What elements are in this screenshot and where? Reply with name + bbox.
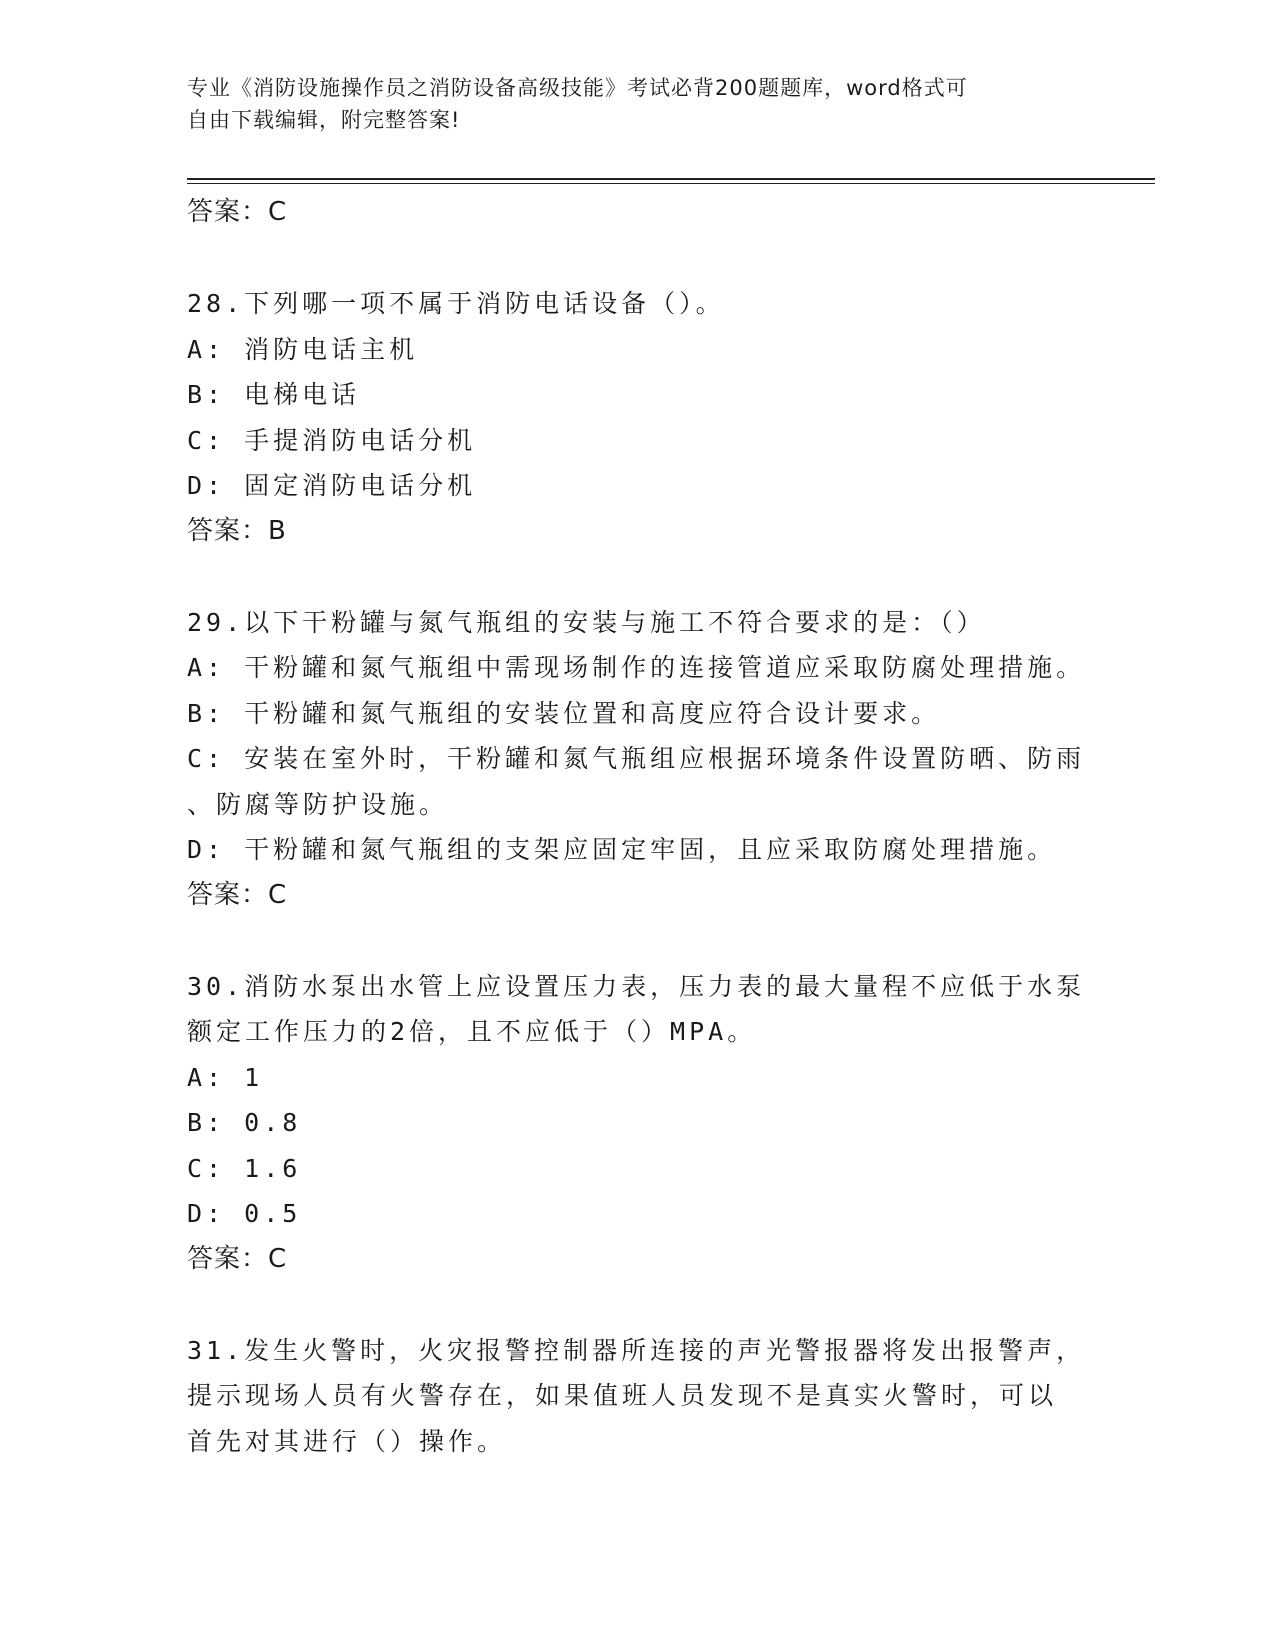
document-body xyxy=(187,190,1087,1464)
option-c-line-1: C: 安装在室外时，干粉罐和氮气瓶组应根据环境条件设置防晒、防雨 xyxy=(187,744,1086,773)
previous-answer: 答案：C xyxy=(187,197,288,227)
option-b: B: 0.8 xyxy=(187,1108,302,1137)
header-divider-thick xyxy=(187,178,1155,180)
option-b: B: 干粉罐和氮气瓶组的安装位置和高度应符合设计要求。 xyxy=(187,698,941,728)
page-header xyxy=(187,72,1067,136)
answer: 答案：B xyxy=(187,515,287,546)
option-d: D: 干粉罐和氮气瓶组的支架应固定牢固，且应采取防腐处理措施。 xyxy=(187,835,1057,864)
option-a: A: 干粉罐和氮气瓶组中需现场制作的连接管道应采取防腐处理措施。 xyxy=(187,653,1086,682)
question-28 xyxy=(187,281,1087,554)
question-text: 28.下列哪一项不属于消防电话设备（）。 xyxy=(187,289,725,318)
question-29 xyxy=(187,600,1087,918)
question-text-line-2: 提示现场人员有火警存在，如果值班人员发现不是真实火警时，可以 xyxy=(187,1381,1058,1410)
option-b: B: 电梯电话 xyxy=(187,380,361,409)
spacer xyxy=(187,1282,1087,1328)
option-d: D: 固定消防电话分机 xyxy=(187,471,477,500)
question-text: 29.以下干粉罐与氮气瓶组的安装与施工不符合要求的是：（） xyxy=(187,607,986,637)
option-c: C: 1.6 xyxy=(187,1153,302,1183)
option-a: A: 1 xyxy=(187,1062,264,1092)
header-line-2: 自由下载编辑，附完整答案! xyxy=(187,108,461,132)
option-a: A: 消防电话主机 xyxy=(187,334,419,364)
header-line-1: 专业《消防设施操作员之消防设备高级技能》考试必背200题题库，word格式可 xyxy=(187,76,968,100)
answer: 答案：C xyxy=(187,879,288,910)
question-30 xyxy=(187,964,1087,1282)
spacer xyxy=(187,235,1087,281)
answer: 答案：C xyxy=(187,1243,288,1274)
spacer xyxy=(187,554,1087,600)
question-text-line-2: 额定工作压力的2倍，且不应低于（）MPA。 xyxy=(187,1017,757,1046)
question-text-line-1: 31.发生火警时，火灾报警控制器所连接的声光警报器将发出报警声， xyxy=(187,1335,1086,1365)
question-31 xyxy=(187,1328,1087,1465)
spacer xyxy=(187,918,1087,964)
question-text-line-1: 30.消防水泵出水管上应设置压力表，压力表的最大量程不应低于水泵 xyxy=(187,971,1086,1001)
option-c-line-2: 、防腐等防护设施。 xyxy=(187,789,449,819)
option-c: C: 手提消防电话分机 xyxy=(187,425,477,455)
question-text-line-3: 首先对其进行（）操作。 xyxy=(187,1426,507,1456)
header-divider-thin xyxy=(187,183,1155,184)
option-d: D: 0.5 xyxy=(187,1199,302,1228)
